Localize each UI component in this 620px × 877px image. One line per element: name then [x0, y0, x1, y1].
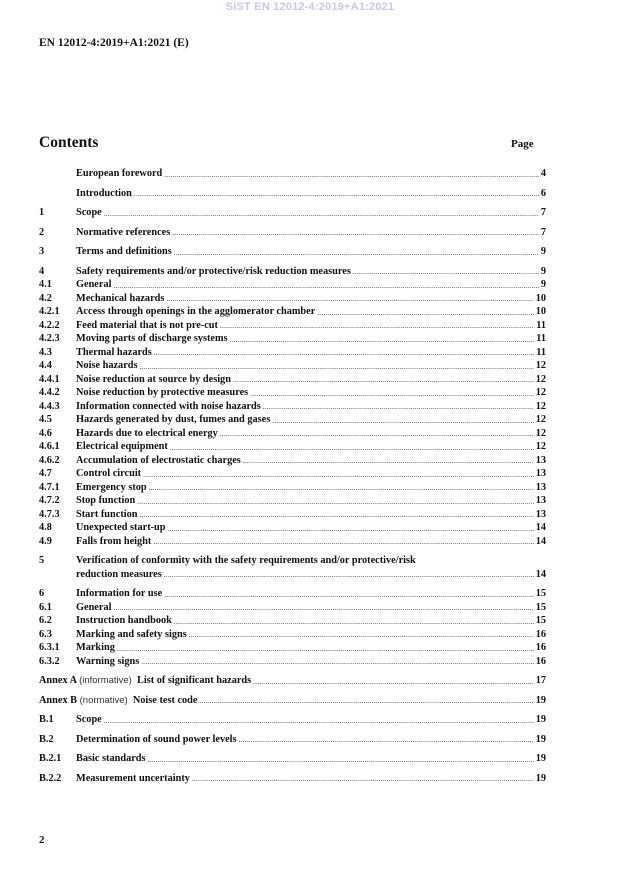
dot-leader [166, 294, 533, 305]
toc-entry-title: Normative references [76, 226, 171, 238]
toc-entry[interactable] [39, 752, 546, 766]
toc-entry-number: 4.2 [39, 292, 52, 304]
toc-entry-page: 19 [535, 694, 546, 706]
toc-entry-page: 6 [540, 187, 546, 199]
toc-entry-page: 11 [536, 319, 546, 331]
annex-label: Annex A [39, 675, 77, 686]
toc-entry-page: 11 [536, 333, 546, 344]
toc-entry-page: 19 [535, 733, 546, 745]
toc-entry[interactable] [39, 587, 546, 601]
toc-entry-page: 7 [540, 207, 546, 218]
toc-entry-page: 12 [535, 360, 546, 371]
toc-entry[interactable] [39, 440, 546, 454]
toc-entry[interactable] [39, 535, 546, 549]
table-of-contents [39, 167, 546, 785]
toc-entry-page: 13 [535, 454, 546, 466]
toc-entry-title: Basic standards [76, 753, 146, 764]
toc-entry-number: 2 [39, 226, 45, 238]
toc-entry-number: 4.6.1 [39, 441, 60, 452]
toc-entry-number: 4.4.3 [39, 400, 60, 412]
dot-leader [113, 603, 533, 614]
toc-entry-page: 15 [535, 615, 546, 626]
toc-entry-title: General [76, 601, 112, 613]
toc-entry-page: 14 [535, 535, 546, 547]
toc-entry-page: 19 [535, 753, 546, 764]
toc-entry[interactable] [39, 467, 546, 481]
dot-leader [250, 389, 534, 400]
toc-entry[interactable] [39, 641, 546, 655]
toc-entry-title: Hazards generated by dust, fumes and gases [76, 414, 271, 425]
toc-entry-number: 6.3.2 [39, 655, 60, 667]
toc-entry-title: Accumulation of electrostatic charges [76, 454, 241, 466]
toc-entry-page: 10 [535, 292, 546, 304]
dot-leader [153, 537, 533, 548]
toc-entry-page: 16 [535, 655, 546, 667]
toc-entry[interactable] [39, 305, 546, 319]
toc-entry[interactable] [39, 554, 546, 581]
toc-entry-page: 13 [535, 508, 546, 520]
toc-entry-title: Scope [76, 207, 102, 218]
toc-entry-number: 4.2.2 [39, 319, 60, 331]
toc-entry[interactable] [39, 508, 546, 522]
dot-leader [134, 189, 539, 200]
toc-entry-number: 4.4 [39, 360, 52, 371]
toc-entry-number: 4.4.2 [39, 387, 60, 398]
toc-entry-number: 4.3 [39, 346, 52, 358]
toc-entry-page: 19 [535, 714, 546, 725]
toc-entry-title: Marking and safety signs [76, 628, 187, 640]
dot-leader [168, 524, 534, 535]
toc-entry-page: 16 [535, 628, 546, 640]
toc-entry-page: 16 [535, 642, 546, 653]
toc-entry-page: 14 [535, 568, 546, 580]
toc-entry-number: 4.6.2 [39, 454, 60, 466]
dot-leader [117, 644, 534, 655]
toc-entry-number: 6 [39, 588, 45, 599]
toc-entry-title: Hazards due to electrical energy [76, 427, 218, 439]
toc-entry[interactable] [39, 167, 546, 181]
document-header: EN 12012-4:2019+A1:2021 (E) [39, 37, 189, 49]
dot-leader [137, 497, 533, 508]
page-title: Contents [39, 134, 99, 151]
toc-entry-title: Warning signs [76, 655, 140, 667]
dot-leader [233, 375, 534, 386]
dot-leader [140, 510, 534, 521]
toc-entry-title: Introduction [76, 187, 132, 199]
toc-entry[interactable] [39, 601, 546, 615]
toc-entry-title: Control circuit [76, 468, 142, 479]
toc-entry-number: 4.4.1 [39, 373, 60, 385]
toc-entry-number: 6.3.1 [39, 642, 60, 653]
toc-entry-title: Verification of conformity with the safety requirements and/or protective/risk [76, 555, 416, 566]
dot-leader [253, 677, 534, 688]
toc-entry-page: 12 [535, 400, 546, 412]
toc-entry-number: 4.8 [39, 522, 52, 533]
toc-entry-page: 12 [535, 414, 546, 425]
toc-entry-page: 13 [535, 495, 546, 506]
toc-entry-number: B.2.2 [39, 772, 62, 784]
dot-leader [149, 483, 534, 494]
dot-leader [104, 716, 534, 727]
toc-entry[interactable] [39, 319, 546, 333]
dot-leader [141, 657, 533, 668]
toc-entry[interactable] [39, 713, 546, 727]
toc-entry-number: 4.1 [39, 279, 52, 290]
toc-entry-number: B.1 [39, 714, 54, 725]
dot-leader [272, 416, 533, 427]
toc-entry-title: Noise reduction at source by design [76, 373, 231, 385]
toc-entry-title: Safety requirements and/or protective/risk reduction measures [76, 265, 351, 277]
toc-entry[interactable] [39, 413, 546, 427]
toc-entry-page: 13 [535, 468, 546, 479]
dot-leader [174, 248, 539, 259]
toc-entry-page: 9 [540, 265, 546, 277]
toc-entry[interactable] [39, 332, 546, 346]
toc-entry-title: European foreword [76, 168, 163, 179]
toc-entry-number: 4.2.1 [39, 306, 60, 317]
toc-entry-number: 4.7 [39, 468, 52, 479]
toc-entry-title: Emergency stop [76, 481, 147, 493]
toc-entry-page: 17 [535, 675, 546, 686]
toc-entry-number: 6.1 [39, 601, 52, 613]
dot-leader [170, 443, 534, 454]
dot-leader [243, 456, 534, 467]
dot-leader [164, 570, 534, 581]
toc-entry[interactable] [39, 674, 546, 688]
toc-entry[interactable] [39, 454, 546, 468]
toc-entry[interactable] [39, 655, 546, 669]
dot-leader [192, 774, 534, 785]
toc-entry[interactable] [39, 733, 546, 747]
annex-kind: (informative) [79, 675, 132, 686]
toc-entry[interactable] [39, 187, 546, 201]
toc-entry-title: Stop function [76, 495, 136, 506]
toc-entry-title: Mechanical hazards [76, 292, 165, 304]
dot-leader [164, 170, 539, 181]
dot-leader [230, 335, 535, 346]
toc-entry-page: 14 [535, 522, 546, 533]
toc-entry[interactable] [39, 427, 546, 441]
toc-entry-title: Terms and definitions [76, 246, 172, 257]
dot-leader [220, 429, 534, 440]
toc-entry-title: Feed material that is not pre-cut [76, 319, 218, 331]
dot-leader [164, 590, 534, 601]
dot-leader [199, 696, 533, 707]
toc-entry-title: Thermal hazards [76, 346, 152, 358]
toc-entry[interactable] [39, 278, 546, 292]
annex-label: Annex B [39, 694, 78, 706]
toc-entry-page: 15 [535, 588, 546, 599]
toc-entry[interactable] [39, 386, 546, 400]
dot-leader [140, 362, 534, 373]
toc-entry[interactable] [39, 226, 546, 240]
page-number: 2 [39, 834, 45, 846]
toc-entry-title: Moving parts of discharge systems [76, 333, 228, 344]
toc-entry[interactable] [39, 245, 546, 259]
dot-leader [172, 228, 539, 239]
toc-entry[interactable] [39, 494, 546, 508]
toc-entry-number: 1 [39, 207, 45, 218]
toc-entry-number: 4 [39, 265, 45, 277]
toc-entry-page: 4 [540, 168, 546, 179]
dot-leader [154, 348, 534, 359]
toc-entry[interactable] [39, 694, 546, 708]
toc-entry[interactable] [39, 481, 546, 495]
toc-entry-number: 4.7.3 [39, 508, 60, 520]
toc-entry[interactable] [39, 628, 546, 642]
toc-entry-title: General [76, 279, 112, 290]
toc-entry-page: 9 [540, 279, 546, 290]
toc-entry[interactable] [39, 206, 546, 220]
toc-entry-page: 7 [540, 226, 546, 238]
toc-entry-number: 4.9 [39, 535, 52, 547]
toc-entry-title: Measurement uncertainty [76, 772, 190, 784]
toc-entry-page: 12 [535, 427, 546, 439]
toc-entry-annex [39, 674, 251, 688]
toc-entry-page: 15 [535, 601, 546, 613]
toc-entry-title: Noise test code [132, 694, 198, 706]
toc-entry[interactable] [39, 265, 546, 279]
toc-entry-title: Marking [76, 642, 115, 653]
dot-leader [104, 209, 539, 220]
toc-entry-number: 6.3 [39, 628, 52, 640]
dot-leader [317, 308, 533, 319]
watermark: SIST EN 12012-4:2019+A1:2021 [225, 1, 395, 13]
toc-entry-number: 5 [39, 555, 45, 566]
toc-entry-title: Information for use [76, 588, 163, 599]
toc-entry[interactable] [39, 400, 546, 414]
toc-entry-title: Determination of sound power levels [76, 733, 237, 745]
toc-entry-number: 6.2 [39, 615, 52, 626]
toc-entry-title: Start function [76, 508, 138, 520]
page-column-label: Page [511, 138, 534, 150]
dot-leader [239, 735, 534, 746]
toc-entry[interactable] [39, 772, 546, 786]
dot-leader [113, 281, 538, 292]
toc-entry-page: 19 [535, 772, 546, 784]
dot-leader [189, 630, 534, 641]
toc-entry-page: 11 [536, 346, 546, 358]
toc-entry[interactable] [39, 373, 546, 387]
toc-entry-page: 9 [540, 246, 546, 257]
dot-leader [148, 755, 534, 766]
toc-entry[interactable] [39, 292, 546, 306]
toc-entry-number: B.2.1 [39, 753, 62, 764]
toc-entry-title: List of significant hazards [137, 675, 252, 686]
toc-entry-number: 4.7.2 [39, 495, 60, 506]
toc-entry-page: 12 [535, 387, 546, 398]
toc-entry-page: 12 [535, 373, 546, 385]
toc-entry-number: 4.6 [39, 427, 52, 439]
toc-entry[interactable] [39, 614, 546, 628]
toc-entry-number: 4.5 [39, 414, 52, 425]
toc-entry-title: Scope [76, 714, 102, 725]
toc-entry-title: Access through openings in the agglomerator chamber [76, 306, 316, 317]
toc-entry-title-continued: reduction measures [76, 568, 162, 580]
annex-kind: (normative) [79, 694, 128, 706]
toc-entry-title: Instruction handbook [76, 615, 172, 626]
toc-entry-title: Unexpected start-up [76, 522, 166, 533]
dot-leader [353, 267, 539, 278]
toc-entry-number: 3 [39, 246, 45, 257]
toc-entry[interactable] [39, 346, 546, 360]
toc-entry[interactable] [39, 359, 546, 373]
dot-leader [220, 321, 534, 332]
toc-entry-number: 4.2.3 [39, 333, 60, 344]
dot-leader [174, 617, 534, 628]
toc-entry-number: 4.7.1 [39, 481, 60, 493]
toc-entry-title: Noise reduction by protective measures [76, 387, 249, 398]
toc-entry-title: Noise hazards [76, 360, 138, 371]
toc-entry-title: Information connected with noise hazards [76, 400, 261, 412]
toc-entry-title: Electrical equipment [76, 441, 168, 452]
toc-entry-number: B.2 [39, 733, 54, 745]
toc-entry-page: 10 [535, 306, 546, 317]
toc-entry-page: 12 [535, 441, 546, 452]
toc-entry-title: Falls from height [76, 535, 152, 547]
toc-entry-annex [39, 694, 197, 708]
toc-entry[interactable] [39, 521, 546, 535]
dot-leader [143, 470, 534, 481]
dot-leader [263, 402, 534, 413]
toc-entry-page: 13 [535, 481, 546, 493]
